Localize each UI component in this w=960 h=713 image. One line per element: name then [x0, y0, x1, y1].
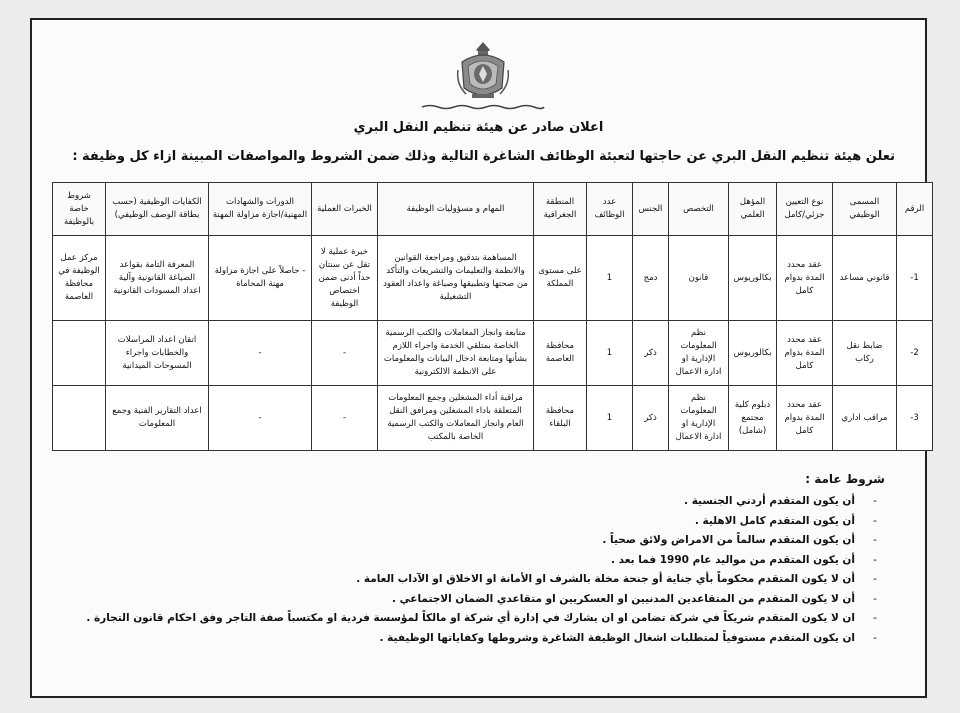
competencies: المعرفة التامة بقواعد الصياغة القانونية وآلية اعداد المسودات القانونية	[106, 236, 209, 321]
job-title: مراقب اداري	[833, 386, 897, 451]
job-title: ضابط نقل ركاب	[833, 321, 897, 386]
table-row	[53, 236, 933, 321]
competencies: اعداد التقارير الفنية وجمع المعلومات	[106, 386, 209, 451]
list-item: -أن لا يكون المتقدم من المتقاعدين المدنيين او العسكريين او متقاعدي الضمان الاجتماعي .	[392, 592, 877, 605]
competencies: اتقان اعداد المراسلات والخطابات واجراء المسوحات الميدانية	[106, 321, 209, 386]
region: محافظة البلقاء	[534, 386, 587, 451]
condition-text: ان يكون المتقدم مستوفياً لمتطلبات اشغال الوظيفة الشاغرة وشروطها وكفاياتها الوظيفية .	[379, 631, 855, 644]
courses: -	[209, 386, 312, 451]
header-cell: شروط خاصة بالوظيفة	[53, 183, 106, 236]
announcement-page	[30, 18, 927, 698]
appointment-type: عقد محدد المدة بدوام كامل	[777, 236, 833, 321]
header-cell: الخبرات العملية	[312, 183, 378, 236]
qualification: بكالوريوس	[729, 321, 777, 386]
header-cell: المهام و مسؤوليات الوظيفة	[378, 183, 534, 236]
condition-text: أن لا يكون المتقدم من المتقاعدين المدنيين او العسكريين او متقاعدي الضمان الاجتماعي .	[392, 592, 855, 605]
condition-text: أن يكون المتقدم أردني الجنسية .	[684, 495, 855, 507]
vacancy-count: 1	[587, 386, 633, 451]
qualification: دبلوم كلية مجتمع (شامل)	[729, 386, 777, 451]
duties: مراقبة أداء المشغلين وجمع المعلومات المتعلقة باداء المشغلين ومرافق النقل العام وانجاز المعاملات والكتب الرسمية الخاصة بالمكتب	[378, 386, 534, 451]
condition-text: أن يكون المتقدم من مواليد عام 1990 فما بعد .	[611, 553, 855, 566]
specialization: نظم المعلومات الإدارية او ادارة الاعمال	[669, 386, 729, 451]
header-cell: الجنس	[633, 183, 669, 236]
emblem-caption-script	[420, 104, 546, 110]
header-cell: المنطقة الجغرافية	[534, 183, 587, 236]
gender: دمج	[633, 236, 669, 321]
appointment-type: عقد محدد المدة بدوام كامل	[777, 321, 833, 386]
gender: ذكر	[633, 386, 669, 451]
experience: -	[312, 321, 378, 386]
duties: متابعة وانجاز المعاملات والكتب الرسمية الخاصة بمتلقي الخدمة واجراء اللازم بشأنها ومتابعة ادخال البيانات والمعلومات على الانظمة الالكترونية	[378, 321, 534, 386]
header-cell: الدورات والشهادات المهنية/اجازة مزاولة المهنة	[209, 183, 312, 236]
header-cell: المؤهل العلمي	[729, 183, 777, 236]
coat-of-arms-icon	[454, 40, 512, 102]
vacancy-count: 1	[587, 236, 633, 321]
list-item: -ان لا يكون المتقدم شريكاً في شركة تضامن او ان يشارك في إدارة أي شركة او مالكاً لمؤسسة فردية او مكتسباً صفة التاجر وفق احكام قانون التجارة .	[86, 612, 877, 624]
list-item: -أن يكون المتقدم كامل الاهلية .	[694, 514, 877, 527]
duties: المساهمة بتدقيق ومراجعة القوانين والانظمة والتعليمات والتشريعات والتأكد من صحتها وتطبيقها وصياغة واعداد العقود التشغيلية	[378, 236, 534, 321]
row-number: 1-	[897, 236, 933, 321]
vacancies-table	[52, 182, 933, 451]
list-item: -أن يكون المتقدم سالماً من الامراض ولائق صحياً .	[602, 534, 877, 546]
table-header-row	[53, 183, 933, 236]
header-cell: التخصص	[669, 183, 729, 236]
announcement-subtitle: تعلن هيئة تنظيم النقل البري عن حاجتها لتعبئة الوظائف الشاغرة التالية وذلك ضمن الشروط والمواصفات المبينة ازاء كل وظيفة :	[72, 149, 895, 164]
special-conditions: مركز عمل الوظيفة في محافظة العاصمة	[53, 236, 106, 321]
header-cell: المسمى الوظيفي	[833, 183, 897, 236]
courses: -	[209, 321, 312, 386]
general-conditions-list	[86, 492, 895, 648]
qualification: بكالوريوس	[729, 236, 777, 321]
job-title: قانوني مساعد	[833, 236, 897, 321]
specialization: قانون	[669, 236, 729, 321]
row-number: 2-	[897, 321, 933, 386]
table-row	[53, 321, 933, 386]
gender: ذكر	[633, 321, 669, 386]
table-row	[53, 386, 933, 451]
condition-text: أن لا يكون المتقدم محكوماً بأي جناية أو جنحة مخلة بالشرف او الأمانة او الاخلاق او الآداب العامة .	[356, 573, 855, 585]
region: محافظة العاصمة	[534, 321, 587, 386]
courses: - حاصلاً على اجازة مزاولة مهنة المحاماة	[209, 236, 312, 321]
header-cell: عدد الوظائف	[587, 183, 633, 236]
header-cell: نوع التعيين جزئي/كامل	[777, 183, 833, 236]
region: على مستوى المملكة	[534, 236, 587, 321]
list-item: -ان يكون المتقدم مستوفياً لمتطلبات اشغال الوظيفة الشاغرة وشروطها وكفاياتها الوظيفية .	[379, 631, 877, 644]
vacancy-count: 1	[587, 321, 633, 386]
condition-text: ان لا يكون المتقدم شريكاً في شركة تضامن او ان يشارك في إدارة أي شركة او مالكاً لمؤسسة فردية او مكتسباً صفة التاجر وفق احكام قانون التجارة .	[86, 612, 855, 624]
specialization: نظم المعلومات الإدارية او ادارة الاعمال	[669, 321, 729, 386]
row-number: 3-	[897, 386, 933, 451]
condition-text: أن يكون المتقدم كامل الاهلية .	[694, 514, 855, 527]
special-conditions	[53, 321, 106, 386]
experience: -	[312, 386, 378, 451]
list-item: -أن يكون المتقدم من مواليد عام 1990 فما بعد .	[611, 553, 877, 566]
announcement-title: اعلان صادر عن هيئة تنظيم النقل البري	[353, 120, 604, 135]
header-cell: الكفايات الوظيفية (حسب بطاقة الوصف الوظيفي)	[106, 183, 209, 236]
list-item: -أن لا يكون المتقدم محكوماً بأي جناية أو جنحة مخلة بالشرف او الأمانة او الاخلاق او الآداب العامة .	[356, 573, 877, 585]
condition-text: أن يكون المتقدم سالماً من الامراض ولائق صحياً .	[602, 534, 855, 546]
appointment-type: عقد محدد المدة بدوام كامل	[777, 386, 833, 451]
list-item: -أن يكون المتقدم أردني الجنسية .	[684, 495, 877, 507]
experience: خبرة عملية لا تقل عن سنتان حداً أدنى ضمن اختصاص الوظيفة	[312, 236, 378, 321]
general-conditions-heading: شروط عامة :	[805, 472, 885, 486]
header-cell: الرقم	[897, 183, 933, 236]
special-conditions	[53, 386, 106, 451]
